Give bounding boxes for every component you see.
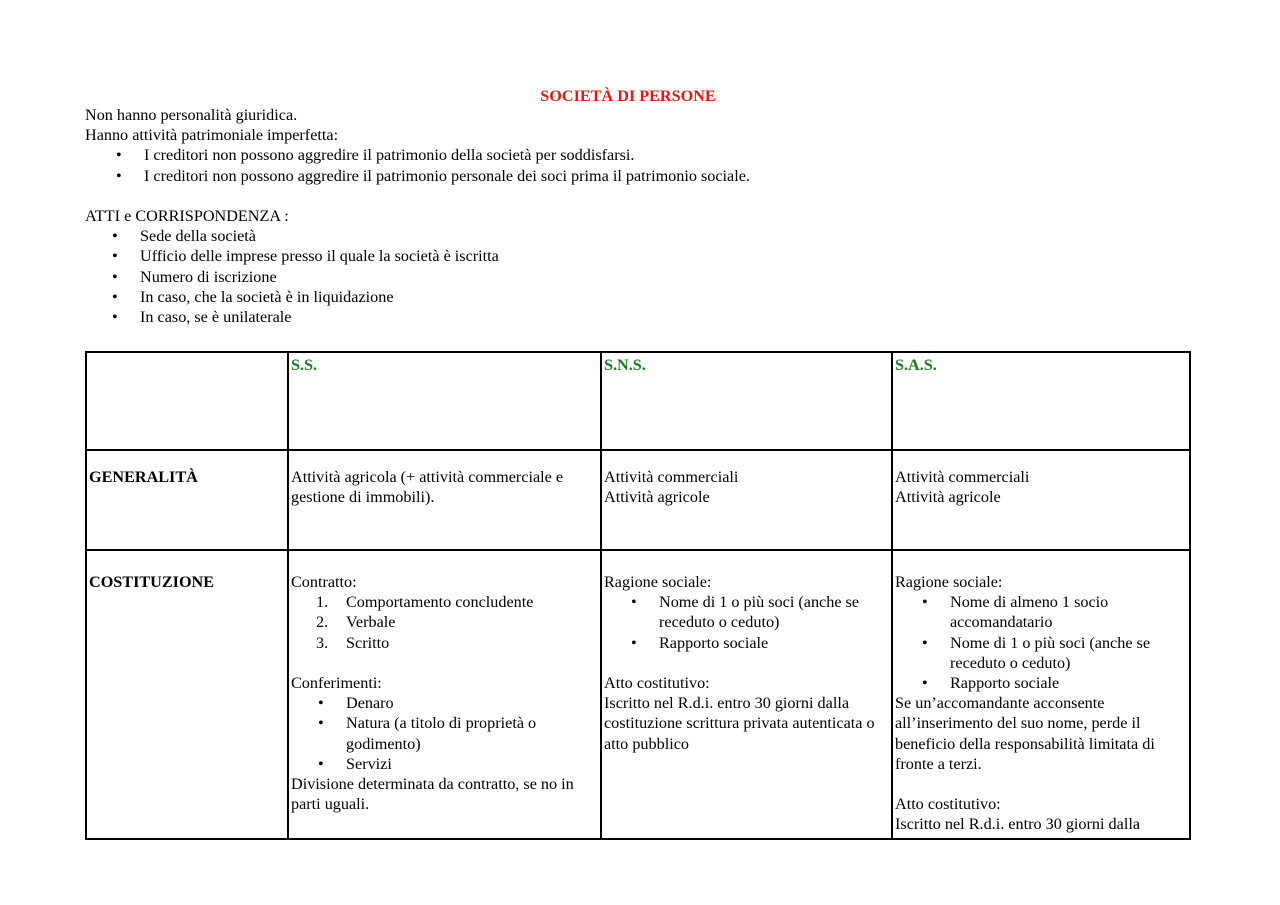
- row-label-generalita: GENERALITÀ: [86, 450, 288, 550]
- comparison-table: [85, 351, 1191, 840]
- list-item: • In caso, se è unilaterale: [85, 307, 1185, 327]
- divisione-text: Divisione determinata da contratto, se no in parti uguali.: [291, 775, 574, 814]
- accomandante-text: Se un’accomandante acconsente all’inserimento del suo nome, perde il beneficio della responsabilità limitata di fronte a terzi.: [895, 694, 1155, 773]
- list-item: • I creditori non possono aggredire il patrimonio della società per soddisfarsi.: [85, 145, 1185, 165]
- header-sas: S.A.S.: [892, 352, 1190, 450]
- list-item: • Sede della società: [85, 226, 1185, 246]
- table-row-costituzione: [86, 550, 1190, 839]
- list-item: • Nome di 1 o più soci (anche se receduto o ceduto): [604, 592, 889, 632]
- table-row-generalita: [86, 450, 1190, 550]
- list-item: • Ufficio delle imprese presso il quale la società è iscritta: [85, 246, 1185, 266]
- table-header-row: [86, 352, 1190, 450]
- conferimenti-label: Conferimenti:: [291, 674, 382, 692]
- header-ss: S.S.: [288, 352, 601, 450]
- generalita-ss-text: Attività agricola (+ attività commerciale e gestione di immobili).: [291, 468, 564, 507]
- list-item: [291, 633, 598, 653]
- generalita-ss-cell: [288, 450, 601, 550]
- generalita-sas-cell: [892, 450, 1190, 550]
- atto-label: Atto costitutivo:: [604, 674, 710, 692]
- costituzione-sns-cell: [601, 550, 892, 839]
- empty-header-cell: [86, 352, 288, 450]
- list-item: • Nome di almeno 1 socio accomandatario: [895, 592, 1187, 632]
- list-item: • I creditori non possono aggredire il patrimonio personale dei soci prima il patrimonio sociale.: [85, 166, 1185, 186]
- contratto-list: [291, 592, 598, 653]
- row-label-costituzione: COSTITUZIONE: [86, 550, 288, 839]
- list-item: • Denaro: [291, 693, 598, 713]
- atti-list: [85, 226, 1185, 327]
- list-item: • In caso, che la società è in liquidazione: [85, 287, 1185, 307]
- ragione-label: Ragione sociale:: [604, 573, 712, 591]
- intro-line: Hanno attività patrimoniale imperfetta:: [85, 126, 339, 145]
- list-item: • Natura (a titolo di proprietà o godimento): [291, 713, 598, 753]
- ragione-label: Ragione sociale:: [895, 573, 1003, 591]
- conferimenti-list: [291, 693, 598, 774]
- list-item: • Nome di 1 o più soci (anche se receduto o ceduto): [895, 633, 1187, 673]
- intro-section: [85, 105, 1185, 327]
- list-item-text: Scritto: [346, 633, 390, 652]
- list-item: [291, 612, 598, 632]
- atti-heading: ATTI e CORRISPONDENZA :: [85, 207, 289, 225]
- list-item-text: Comportamento concludente: [346, 593, 534, 612]
- intro-line: Non hanno personalità giuridica.: [85, 106, 298, 124]
- atto-label: Atto costitutivo:: [895, 795, 1001, 814]
- atto-text: Iscritto nel R.d.i. entro 30 giorni dalla: [895, 815, 1141, 834]
- atto-text: Iscritto nel R.d.i. entro 30 giorni dalla costituzione scrittura privata autenticata o atto pubblico: [604, 694, 875, 753]
- list-item-text: Verbale: [346, 613, 396, 632]
- generalita-sas-line: Attività agricole: [895, 488, 1001, 507]
- list-item: • Rapporto sociale: [604, 633, 889, 653]
- creditori-list: [85, 145, 1185, 185]
- list-item: • Rapporto sociale: [895, 673, 1187, 693]
- costituzione-ss-cell: [288, 550, 601, 839]
- list-item: [291, 592, 598, 612]
- page-title: SOCIETÀ DI PERSONE: [540, 87, 716, 105]
- ragione-list: [895, 592, 1187, 693]
- generalita-sns-cell: [601, 450, 892, 550]
- list-number: 1.: [316, 593, 329, 612]
- generalita-sas-line: Attività commerciali: [895, 468, 1030, 486]
- list-number: 3.: [316, 633, 329, 652]
- generalita-sns-line: Attività commerciali: [604, 468, 739, 486]
- generalita-sns-line: Attività agricole: [604, 488, 710, 507]
- list-number: 2.: [316, 613, 329, 632]
- ragione-list: [604, 592, 889, 653]
- costituzione-sas-cell: [892, 550, 1190, 839]
- list-item: • Servizi: [291, 754, 598, 774]
- list-item: • Numero di iscrizione: [85, 267, 1185, 287]
- contratto-label: Contratto:: [291, 573, 357, 591]
- header-sns: S.N.S.: [601, 352, 892, 450]
